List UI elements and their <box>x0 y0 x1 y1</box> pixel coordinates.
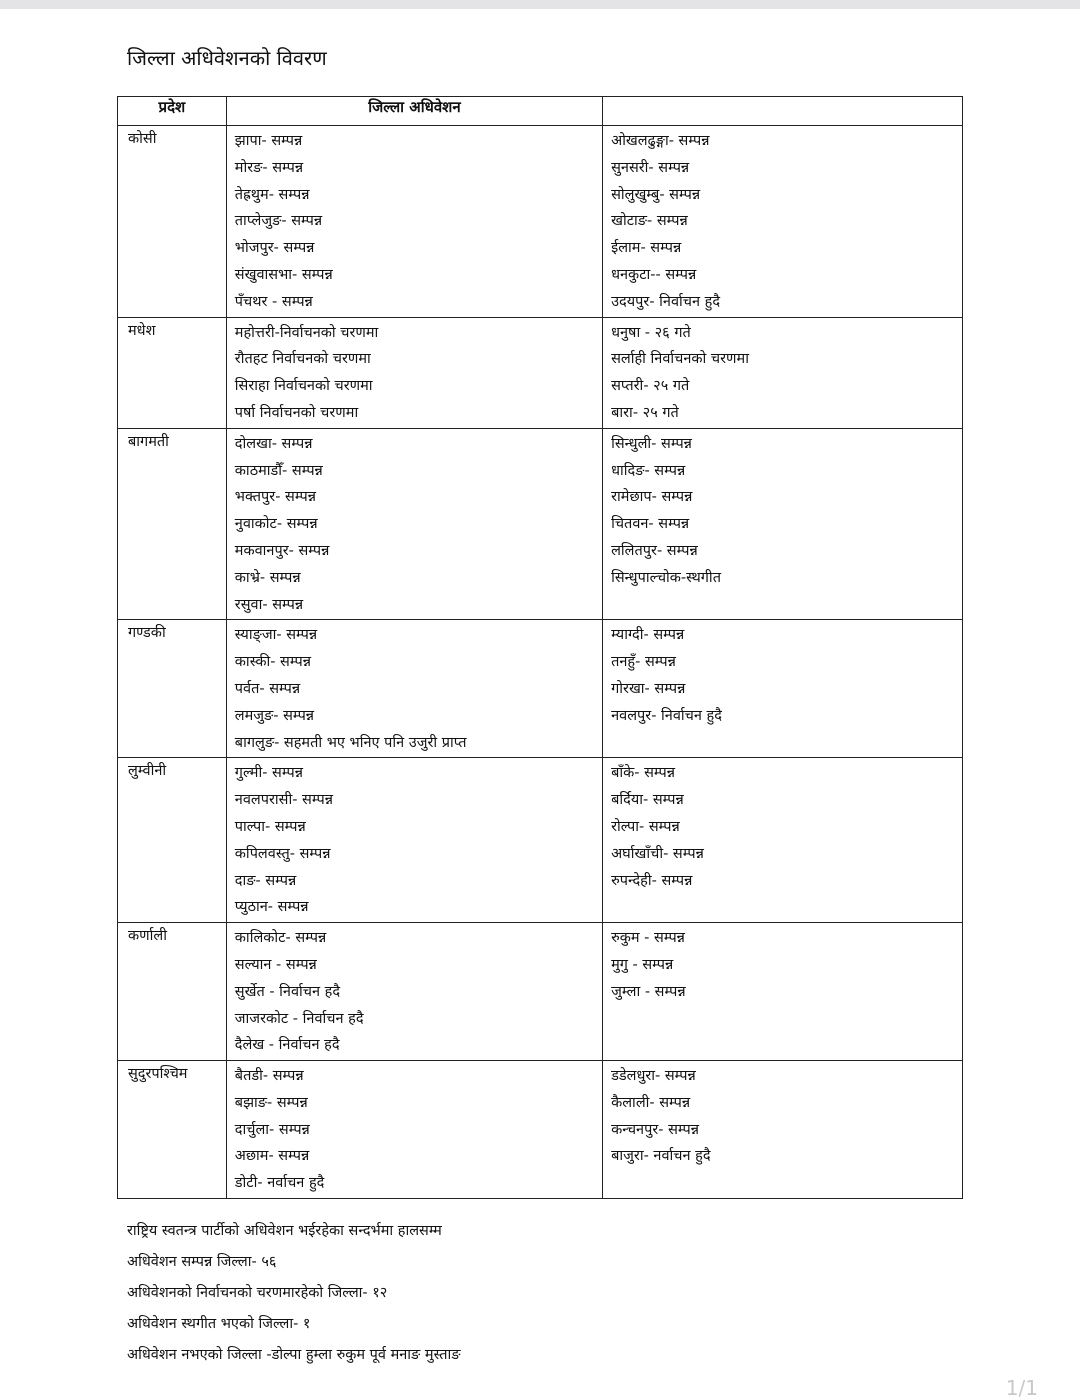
header-blank <box>603 97 963 126</box>
district-list-right <box>603 126 963 318</box>
district-status-item: तेह्रथुम- सम्पन्न <box>234 186 310 203</box>
district-status-item: पर्षा निर्वाचनको चरणमा <box>234 404 359 421</box>
table-row <box>118 758 963 923</box>
district-convention-table <box>117 96 963 1199</box>
district-list-right <box>603 620 963 758</box>
header-province: प्रदेश <box>118 97 227 126</box>
district-status-item: बाँके- सम्पन्न <box>611 765 676 782</box>
district-status-item: डोटी- नर्वाचन हुदै <box>234 1175 325 1192</box>
district-status-item: मुगु - सम्पन्न <box>611 956 674 973</box>
district-status-item: रसुवा- सम्पन्न <box>234 596 304 613</box>
district-status-item: नुवाकोट- सम्पन्न <box>234 516 318 533</box>
district-status-item: सप्तरी- २५ गते <box>611 378 690 395</box>
district-list-right <box>603 428 963 620</box>
district-status-item: धादिङ- सम्पन्न <box>611 462 686 479</box>
province-name: मधेश <box>118 317 227 428</box>
district-status-item: सिन्धुली- सम्पन्न <box>611 435 692 452</box>
district-status-item: प्युठान- सम्पन्न <box>234 899 309 916</box>
page-indicator: 1/1 <box>1005 1376 1038 1400</box>
table-header-row <box>118 97 963 126</box>
district-status-item: भक्तपुर- सम्पन्न <box>234 489 316 506</box>
document-title: जिल्ला अधिवेशनको विवरण <box>127 46 327 70</box>
district-status-item: दार्चुला- सम्पन्न <box>234 1121 310 1138</box>
district-list-right <box>603 1061 963 1199</box>
province-name: सुदुरपश्चिम <box>118 1061 227 1199</box>
summary-line: अधिवेशन स्थगीत भएको जिल्ला- १ <box>127 1316 311 1332</box>
district-status-item: तनहुँ- सम्पन्न <box>611 654 676 671</box>
district-status-item: बागलुङ- सहमती भए भनिए पनि उजुरी प्राप्त <box>234 734 467 751</box>
district-status-item: गुल्मी- सम्पन्न <box>234 765 303 782</box>
district-status-item: काठमाडौँ- सम्पन्न <box>234 462 323 479</box>
district-status-item: डडेलधुरा- सम्पन्न <box>611 1068 696 1085</box>
district-list-left <box>226 428 602 620</box>
district-status-item: ललितपुर- सम्पन्न <box>611 542 698 559</box>
district-status-item: अर्घाखाँची- सम्पन्न <box>611 845 704 862</box>
district-status-item: बर्दिया- सम्पन्न <box>611 792 684 809</box>
district-status-item: सुर्खेत - निर्वाचन हदै <box>234 983 341 1000</box>
district-list-left <box>226 126 602 318</box>
district-status-item: पँचथर - सम्पन्न <box>234 293 313 310</box>
table-row <box>118 1061 963 1199</box>
district-status-item: कालिकोट- सम्पन्न <box>234 930 327 947</box>
district-list-left <box>226 758 602 923</box>
district-list-right <box>603 923 963 1061</box>
table-row <box>118 620 963 758</box>
district-status-item: पाल्पा- सम्पन्न <box>234 818 306 835</box>
district-status-item: कैलाली- सम्पन्न <box>611 1094 691 1111</box>
district-status-item: महोत्तरी-निर्वाचनको चरणमा <box>234 324 379 341</box>
district-status-item: नवलपरासी- सम्पन्न <box>234 792 333 809</box>
district-list-left <box>226 317 602 428</box>
header-district-convention: जिल्ला अधिवेशन <box>226 97 602 126</box>
district-status-item: ईलाम- सम्पन्न <box>611 240 682 257</box>
district-status-item: भोजपुर- सम्पन्न <box>234 240 315 257</box>
district-status-item: सल्यान - सम्पन्न <box>234 956 317 973</box>
district-status-item: लमजुङ- सम्पन्न <box>234 707 315 724</box>
table-row <box>118 923 963 1061</box>
district-status-item: झापा- सम्पन्न <box>234 133 303 149</box>
district-status-item: बैतडी- सम्पन्न <box>234 1068 304 1085</box>
district-list-right <box>603 758 963 923</box>
summary-section <box>127 1216 460 1371</box>
district-status-item: खोटाङ- सम्पन्न <box>611 213 688 230</box>
district-status-item: उदयपुर- निर्वाचन हुदै <box>611 293 721 310</box>
district-status-item: धनुषा - २६ गते <box>611 324 691 341</box>
summary-line: अधिवेशन सम्पन्न जिल्ला- ५६ <box>127 1254 277 1270</box>
district-status-item: ओखलढुङ्गा- सम्पन्न <box>611 133 710 149</box>
district-status-item: सर्लाही निर्वाचनको चरणमा <box>611 351 749 368</box>
district-status-item: दैलेख - निर्वाचन हदै <box>234 1037 340 1054</box>
district-status-item: मोरङ- सम्पन्न <box>234 159 304 176</box>
summary-line: अधिवेशनको निर्वाचनको चरणमारहेको जिल्ला- १२ <box>127 1285 388 1301</box>
table-row <box>118 317 963 428</box>
table-row <box>118 126 963 318</box>
summary-line: राष्ट्रिय स्वतन्त्र पार्टीको अधिवेशन भईरहेका सन्दर्भमा हालसम्म <box>127 1223 442 1239</box>
district-status-item: धनकुटा-- सम्पन्न <box>611 266 697 283</box>
district-status-item: रुपन्देही- सम्पन्न <box>611 872 693 889</box>
district-status-item: अछाम- सम्पन्न <box>234 1148 310 1165</box>
table-row <box>118 428 963 620</box>
district-list-left <box>226 923 602 1061</box>
district-status-item: संखुवासभा- सम्पन्न <box>234 266 333 283</box>
province-name: कोसी <box>118 126 227 318</box>
province-name: गण्डकी <box>118 620 227 758</box>
district-status-item: कास्की- सम्पन्न <box>234 654 311 671</box>
district-status-item: कन्चनपुर- सम्पन्न <box>611 1121 700 1138</box>
district-status-item: सिन्धुपाल्चोक-स्थगीत <box>611 569 721 586</box>
district-status-item: म्याग्दी- सम्पन्न <box>611 627 685 644</box>
district-status-item: रौतहट निर्वाचनको चरणमा <box>234 351 371 368</box>
district-status-item: काभ्रे- सम्पन्न <box>234 569 301 586</box>
district-list-right <box>603 317 963 428</box>
district-status-item: रामेछाप- सम्पन्न <box>611 489 693 506</box>
district-status-item: स्याङ्जा- सम्पन्न <box>234 627 318 644</box>
district-status-item: दोलखा- सम्पन्न <box>234 435 313 452</box>
district-status-item: सुनसरी- सम्पन्न <box>611 159 690 176</box>
district-status-item: कपिलवस्तु- सम्पन्न <box>234 845 331 862</box>
district-status-item: बाजुरा- नर्वाचन हुदै <box>611 1148 711 1165</box>
province-name: कर्णाली <box>118 923 227 1061</box>
summary-line: अधिवेशन नभएको जिल्ला -डोल्पा हुम्ला रुकुम पूर्व मनाङ मुस्ताङ <box>127 1347 461 1363</box>
district-list-left <box>226 1061 602 1199</box>
district-list-left <box>226 620 602 758</box>
district-status-item: रुकुम - सम्पन्न <box>611 930 685 947</box>
district-status-item: बझाङ- सम्पन्न <box>234 1094 308 1111</box>
district-status-item: जुम्ला - सम्पन्न <box>611 983 686 1000</box>
district-status-item: ताप्लेजुङ- सम्पन्न <box>234 213 323 230</box>
district-status-item: मकवानपुर- सम्पन्न <box>234 542 330 559</box>
district-status-item: चितवन- सम्पन्न <box>611 516 690 533</box>
district-status-item: रोल्पा- सम्पन्न <box>611 818 680 835</box>
district-status-item: नवलपुर- निर्वाचन हुदै <box>611 707 722 724</box>
district-status-item: बारा- २५ गते <box>611 404 679 421</box>
province-name: बागमती <box>118 428 227 620</box>
district-status-item: सिराहा निर्वाचनको चरणमा <box>234 378 373 395</box>
district-status-item: दाङ- सम्पन्न <box>234 872 297 889</box>
district-status-item: जाजरकोट - निर्वाचन हदै <box>234 1010 364 1027</box>
district-status-item: गोरखा- सम्पन्न <box>611 680 686 697</box>
district-status-item: सोलुखुम्बु- सम्पन्न <box>611 186 701 203</box>
district-status-item: पर्वत- सम्पन्न <box>234 680 301 697</box>
table-body <box>118 126 963 1199</box>
viewer-top-bar <box>0 0 1080 9</box>
province-name: लुम्वीनी <box>118 758 227 923</box>
